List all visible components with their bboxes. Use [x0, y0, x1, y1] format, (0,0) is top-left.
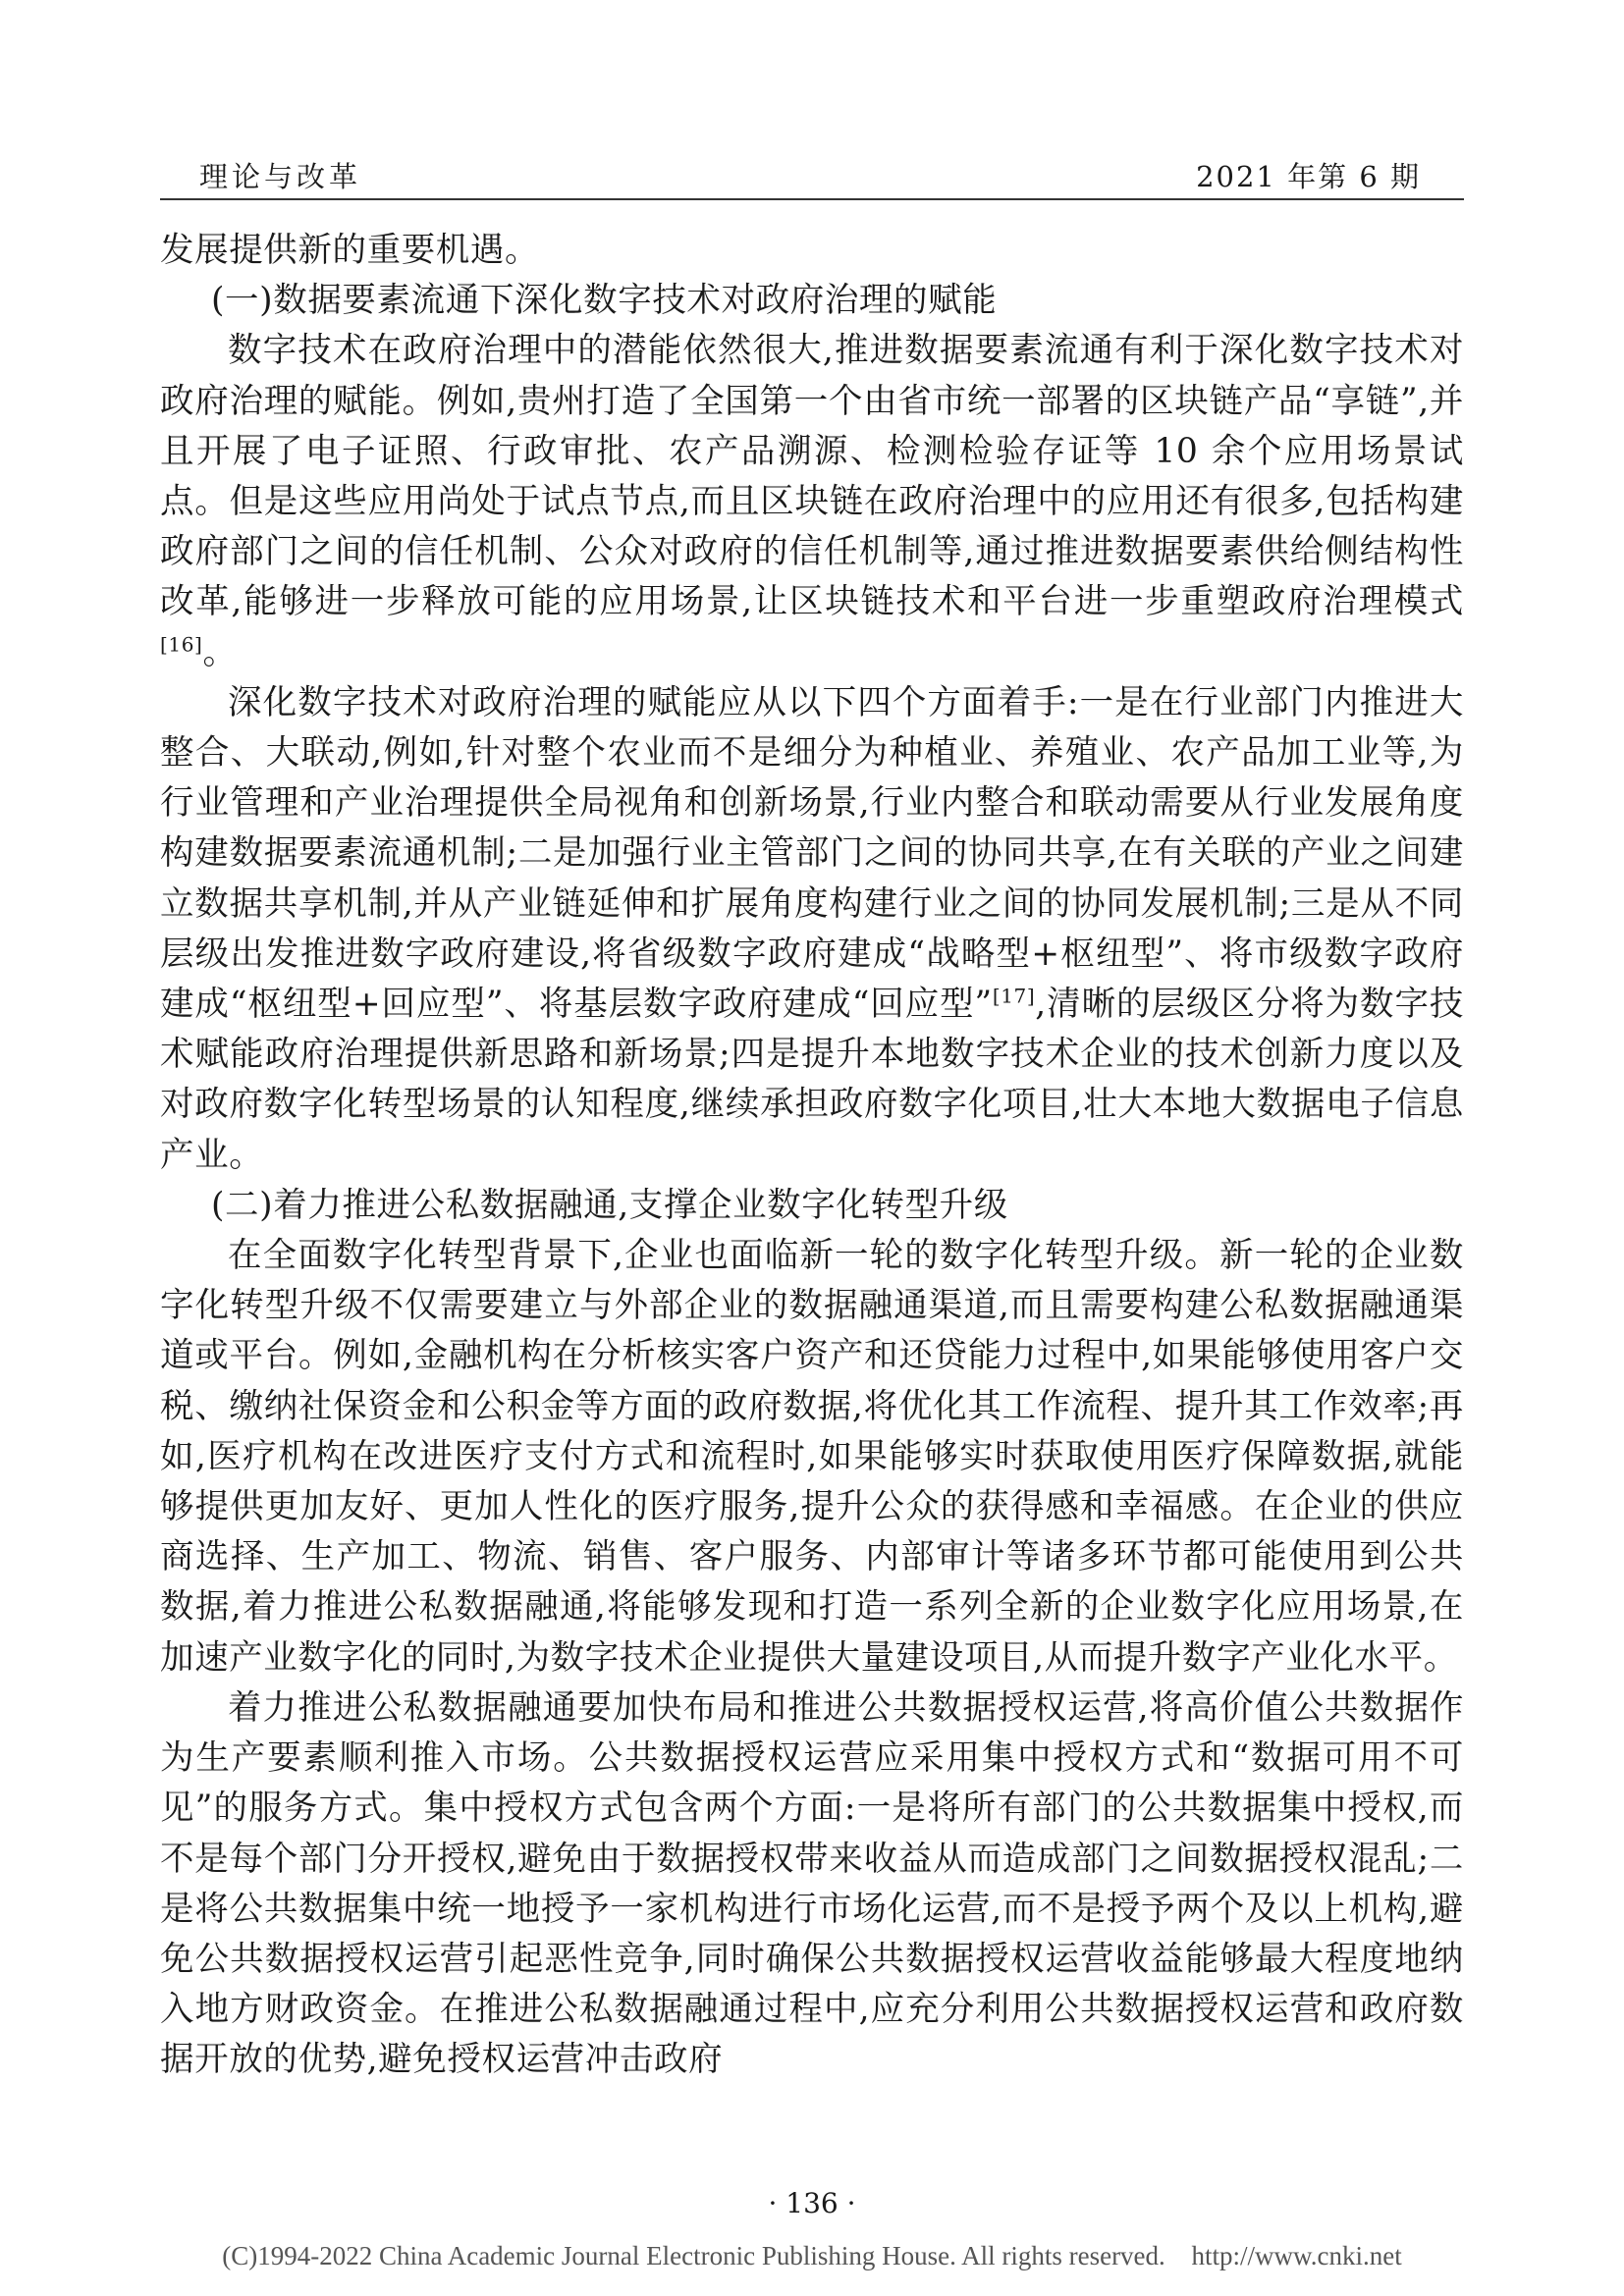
paragraph-1	[160, 326, 1464, 677]
issue-label: 2021 年第 6 期	[1196, 160, 1421, 193]
section-heading-1: (一)数据要素流通下深化数字技术对政府治理的赋能	[211, 281, 998, 321]
paragraph-2-text: 深化数字技术对政府治理的赋能应从以下四个方面着手:一是在行业部门内推进大整合、大联动,例如,针对整个农业而不是细分为种植业、养殖业、农产品加工业等,为行业管理和产业治理提供全局视角和创新场景,行业内整合和联动需要从行业发展角度构建数据要素流通机制;二是加强行业主管部门之间的协同共享,在有关联的产业之间建立数据共享机制,并从产业链延伸和扩展角度构建行业之间的协同发展机制;三是从不同层级出发推进数字政府建设,将省级数字政府建成“战略型+枢纽型”、将市级数字政府建成“枢纽型+回应型”、将基层数字政府建成“回应型”	[160, 682, 1464, 1025]
paragraph-continued: 发展提供新的重要机遇。	[160, 231, 540, 270]
paragraph-1-end: 。	[202, 632, 238, 672]
citation-16[interactable]: [16]	[160, 632, 203, 657]
citation-17[interactable]: [17]	[992, 984, 1036, 1008]
article-body	[160, 226, 1464, 2086]
copyright-text: (C)1994-2022 China Academic Journal Electronic Publishing House. All rights reserved.	[222, 2241, 1165, 2270]
page-number: · 136 ·	[768, 2187, 856, 2219]
running-header	[160, 149, 1464, 200]
copyright-footer	[0, 2241, 1624, 2271]
section-heading-2: (二)着力推进公私数据融通,支撑企业数字化转型升级	[211, 1185, 1008, 1225]
paragraph-2-end: ,清晰的层级区分将为数字技术赋能政府治理提供新思路和新场景;四是提升本地数字技术企业的技术创新力度以及对政府数字化转型场景的认知程度,继续承担政府数字化项目,壮大本地大数据电子信息产业。	[160, 985, 1465, 1175]
cnki-link[interactable]: http://www.cnki.net	[1191, 2241, 1402, 2270]
paragraph-4: 着力推进公私数据融通要加快布局和推进公共数据授权运营,将高价值公共数据作为生产要素顺利推入市场。公共数据授权运营应采用集中授权方式和“数据可用不可见”的服务方式。集中授权方式包含两个方面:一是将所有部门的公共数据集中授权,而不是每个部门分开授权,避免由于数据授权带来收益从而造成部门之间数据授权混乱;二是将公共数据集中统一地授予一家机构进行市场化运营,而不是授予两个及以上机构,避免公共数据授权运营引起恶性竞争,同时确保公共数据授权运营收益能够最大程度地纳入地方财政资金。在推进公私数据融通过程中,应充分利用公共数据授权运营和政府数据开放的优势,避免授权运营冲击政府	[160, 1687, 1464, 2080]
journal-title: 理论与改革	[199, 160, 362, 193]
paragraph-1-text: 数字技术在政府治理中的潜能依然很大,推进数据要素流通有利于深化数字技术对政府治理的赋能。例如,贵州打造了全国第一个由省市统一部署的区块链产品“享链”,并且开展了电子证照、行政审批、农产品溯源、检测检验存证等 10 余个应用场景试点。但是这些应用尚处于试点节点,而且区块链在政府治理中的应用还有很多,包括构建政府部门之间的信任机制、公众对政府的信任机制等,通过推进数据要素供给侧结构性改革,能够进一步释放可能的应用场景,让区块链技术和平台进一步重塑政府治理模式	[160, 331, 1464, 622]
paragraph-2	[160, 678, 1464, 1181]
paragraph-3: 在全面数字化转型背景下,企业也面临新一轮的数字化转型升级。新一轮的企业数字化转型升级不仅需要建立与外部企业的数据融通渠道,而且需要构建公私数据融通渠道或平台。例如,金融机构在分析核实客户资产和还贷能力过程中,如果能够使用客户交税、缴纳社保资金和公积金等方面的政府数据,将优化其工作流程、提升其工作效率;再如,医疗机构在改进医疗支付方式和流程时,如果能够实时获取使用医疗保障数据,就能够提供更加友好、更加人性化的医疗服务,提升公众的获得感和幸福感。在企业的供应商选择、生产加工、物流、销售、客户服务、内部审计等诸多环节都可能使用到公共数据,着力推进公私数据融通,将能够发现和打造一系列全新的企业数字化应用场景,在加速产业数字化的同时,为数字技术企业提供大量建设项目,从而提升数字产业化水平。	[160, 1236, 1464, 1678]
